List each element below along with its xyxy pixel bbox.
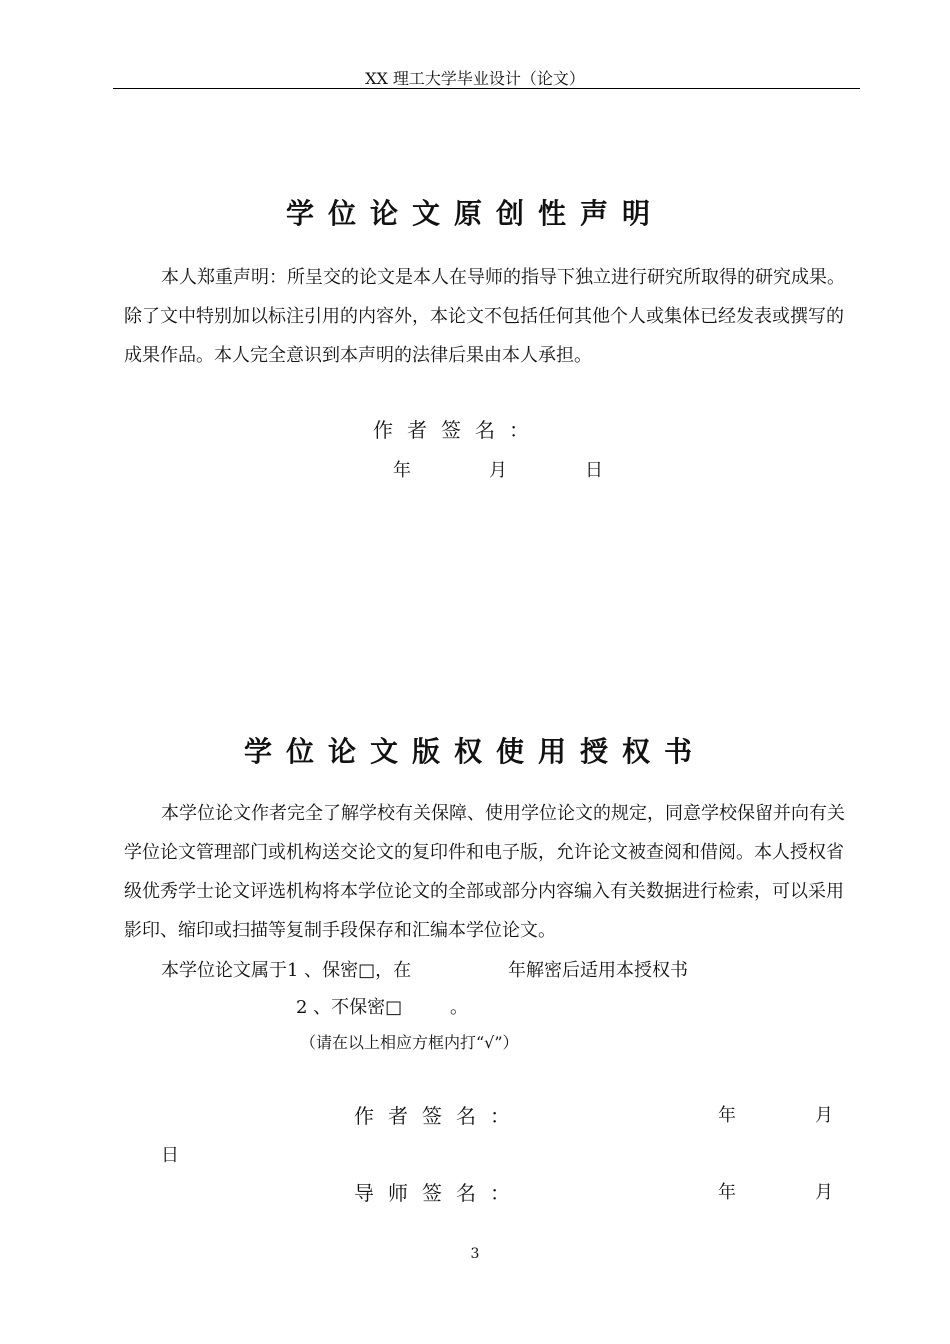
running-header: XX 理工大学毕业设计（论文） — [365, 69, 585, 88]
option-2-period: 。 — [450, 997, 468, 1018]
header-rule — [113, 88, 860, 89]
declaration-day-label: 日 — [585, 460, 603, 481]
declaration-author-signature-label: 作者签名： — [373, 418, 543, 442]
authorization-body — [124, 794, 854, 950]
declaration-paragraph: 本人郑重声明：所呈交的论文是本人在导师的指导下独立进行研究所取得的研究成果。除了文中特别加以标注引用的内容外，本论文不包括任何其他个人或集体已经发表或撰写的成果作品。本人完全意识到本声明的法律后果由本人承担。 — [124, 267, 845, 366]
authorization-title: 学位论文版权使用授权书 — [243, 735, 706, 768]
declaration-title: 学位论文原创性声明 — [285, 197, 664, 230]
declaration-month-label: 月 — [489, 460, 507, 481]
authorization-author-signature-label: 作者签名： — [354, 1104, 524, 1128]
declaration-body — [124, 258, 854, 375]
option-1-suffix: 年解密后适用本授权书 — [508, 960, 688, 981]
advisor-signature-label: 导师签名： — [354, 1181, 524, 1205]
page-number: 3 — [470, 1246, 480, 1262]
authorization-author-year-label: 年 — [718, 1105, 736, 1126]
authorization-paragraph: 本学位论文作者完全了解学校有关保障、使用学位论文的规定，同意学校保留并向有关学位论文管理部门或机构送交论文的复印件和电子版，允许论文被查阅和借阅。本人授权省级优秀学士论文评选机构将本学位论文的全部或部分内容编入有关数据进行检索，可以采用影印、缩印或扫描等复制手段保存和汇编本学位论文。 — [124, 803, 845, 941]
advisor-month-label: 月 — [815, 1182, 833, 1203]
option-2-label: 2 、不保密□ — [296, 997, 403, 1018]
option-1-prefix: 本学位论文属于1 、保密□，在 — [161, 960, 412, 981]
authorization-author-day-label: 日 — [161, 1145, 179, 1166]
checkbox-instruction: （请在以上相应方框内打“√”） — [300, 1033, 519, 1052]
advisor-year-label: 年 — [718, 1182, 736, 1203]
declaration-year-label: 年 — [393, 460, 411, 481]
authorization-author-month-label: 月 — [815, 1105, 833, 1126]
